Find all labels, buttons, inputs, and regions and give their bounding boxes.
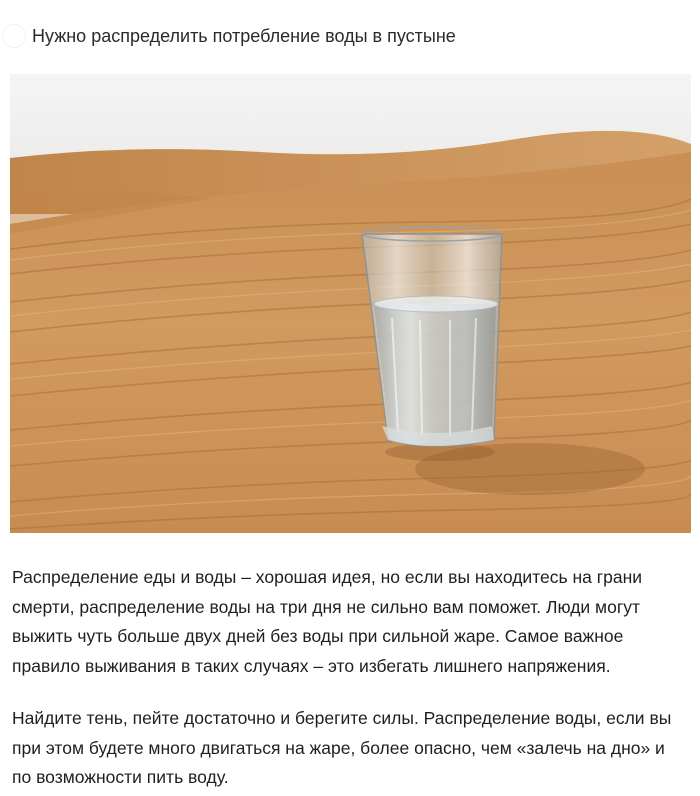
paragraph-1 (12, 563, 692, 681)
paragraph-line: Распределение еды и воды – хорошая идея, но если вы находитесь на грани (12, 567, 643, 587)
paragraph-line: по возможности пить воду. (12, 767, 229, 787)
paragraph-2 (12, 704, 692, 793)
paragraph-line: смерти, распределение воды на три дня не сильно вам поможет. Люди могут (12, 596, 640, 617)
article-title: Нужно распределить потребление воды в пустыне (32, 25, 456, 46)
article-photo (10, 74, 691, 533)
glass-of-water-in-desert-image (10, 74, 691, 533)
paragraph-line: при этом будете много двигаться на жаре, более опасно, чем «залечь на дно» и (12, 737, 665, 758)
bullet-circle-icon (2, 24, 26, 48)
article-header (0, 18, 456, 54)
paragraph-line: выжить чуть больше двух дней без воды при сильной жаре. Самое важное (12, 626, 624, 646)
paragraph-line: Найдите тень, пейте достаточно и берегите силы. Распределение воды, если вы (12, 708, 672, 728)
paragraph-line: правило выживания в таких случаях – это избегать лишнего напряжения. (12, 655, 611, 676)
